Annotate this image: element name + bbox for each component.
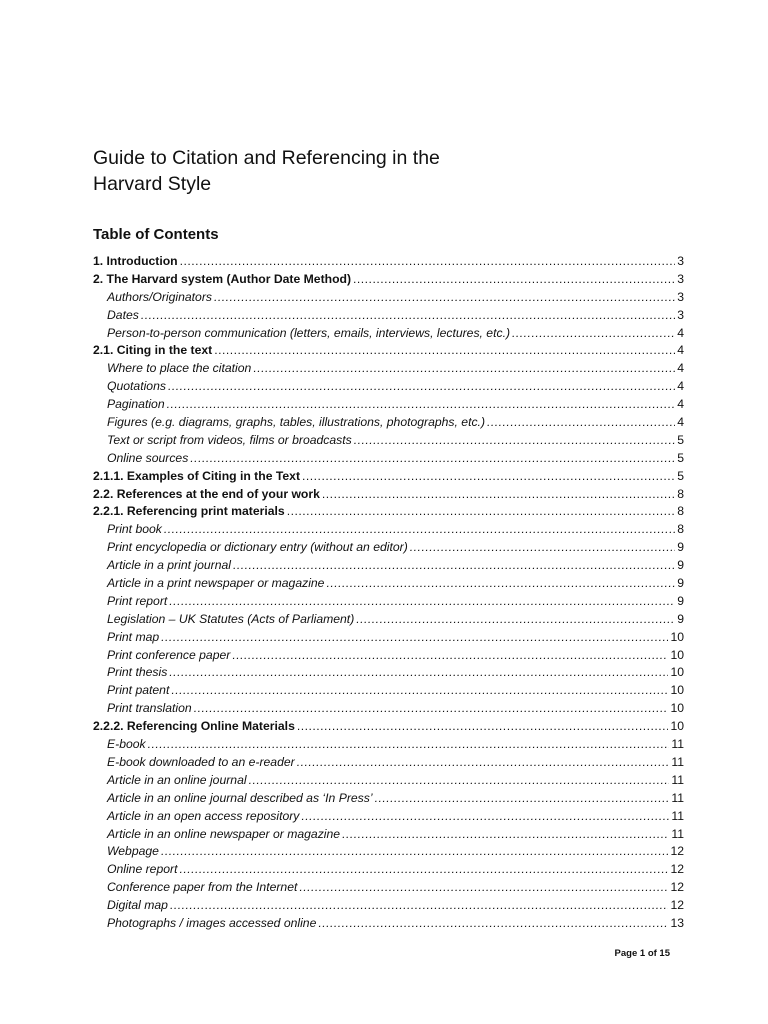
toc-entry-title: Online report: [107, 862, 178, 877]
toc-dot-leader: [214, 342, 675, 360]
toc-dot-leader: [169, 593, 675, 611]
toc-page-number: 9: [677, 611, 684, 626]
toc-entry-title: Digital map: [107, 898, 168, 913]
toc-entry[interactable]: [93, 647, 684, 665]
toc-page-number: 4: [677, 415, 684, 430]
page-number-footer: Page 1 of 15: [614, 948, 670, 959]
toc-dot-leader: [410, 539, 675, 557]
toc-page-number: 11: [671, 737, 684, 752]
toc-page-number: 3: [677, 254, 684, 268]
toc-entry-title: Article in an online journal described as ‘In Press’: [107, 790, 373, 805]
toc-page-number: 12: [670, 862, 684, 877]
toc-page-number: 5: [677, 432, 684, 447]
toc-page-number: 8: [677, 522, 684, 537]
toc-entry[interactable]: [93, 325, 684, 343]
toc-dot-leader: [179, 861, 668, 879]
toc-entry-title: 2.2.2. Referencing Online Materials: [93, 719, 295, 734]
toc-page-number: 11: [671, 790, 684, 805]
toc-dot-leader: [253, 360, 675, 378]
toc-entry[interactable]: [93, 861, 684, 879]
toc-entry-title: Print thesis: [107, 665, 168, 680]
toc-entry-title: 2.1. Citing in the text: [93, 343, 213, 358]
toc-dot-leader: [297, 718, 669, 736]
toc-page-number: 8: [677, 504, 684, 519]
toc-entry-title: Print encyclopedia or dictionary entry (without an editor): [107, 540, 408, 555]
toc-dot-leader: [148, 736, 670, 754]
toc-dot-leader: [249, 772, 670, 790]
toc-page-number: 4: [677, 361, 684, 376]
toc-entry[interactable]: [93, 342, 684, 360]
toc-page-number: 13: [670, 915, 684, 930]
toc-entry[interactable]: [93, 575, 684, 593]
toc-entry-title: 2.2.1. Referencing print materials: [93, 504, 285, 519]
toc-page-number: 10: [670, 701, 684, 716]
toc-entry[interactable]: [93, 897, 684, 915]
toc-entry-title: Authors/Originators: [107, 289, 212, 304]
toc-page-number: 4: [677, 379, 684, 394]
toc-entry[interactable]: [93, 879, 684, 897]
toc-page-number: 11: [671, 772, 684, 787]
toc-dot-leader: [171, 682, 668, 700]
toc-entry[interactable]: [93, 772, 684, 790]
toc-entry-title: Article in a print journal: [107, 558, 231, 573]
toc-entry-title: E-book downloaded to an e-reader: [107, 754, 295, 769]
toc-dot-leader: [322, 486, 675, 504]
toc-entry[interactable]: [93, 450, 684, 468]
toc-dot-leader: [512, 325, 675, 343]
toc-entry-title: Article in an online journal: [107, 772, 247, 787]
toc-page-number: 11: [671, 754, 684, 769]
toc-page-number: 10: [670, 629, 684, 644]
toc-entry[interactable]: [93, 736, 684, 754]
toc-entry[interactable]: [93, 486, 684, 504]
toc-entry-title: Figures (e.g. diagrams, graphs, tables, illustrations, photographs, etc.): [107, 415, 485, 430]
toc-entry[interactable]: [93, 826, 684, 844]
toc-page-number: 10: [670, 647, 684, 662]
toc-page-number: 9: [677, 593, 684, 608]
toc-entry-title: Article in an online newspaper or magazine: [107, 826, 341, 841]
toc-entry[interactable]: [93, 539, 684, 557]
toc-entry[interactable]: [93, 664, 684, 682]
toc-entry[interactable]: [93, 557, 684, 575]
toc-dot-leader: [141, 307, 675, 325]
toc-page-number: 12: [670, 844, 684, 859]
toc-dot-leader: [354, 432, 675, 450]
toc-entry[interactable]: [93, 611, 684, 629]
toc-entry-title: Pagination: [107, 397, 165, 412]
toc-entry[interactable]: [93, 915, 684, 933]
table-of-contents: [93, 253, 684, 933]
toc-dot-leader: [302, 468, 675, 486]
toc-page-number: 8: [677, 486, 684, 501]
document-title-line-1: Guide to Citation and Referencing in the: [93, 147, 440, 169]
toc-page-number: 10: [670, 719, 684, 734]
toc-entry-title: Legislation – UK Statutes (Acts of Parliament): [107, 611, 355, 626]
toc-entry-title: Webpage: [107, 844, 159, 859]
toc-page-number: 5: [677, 468, 684, 483]
toc-page-number: 12: [670, 898, 684, 913]
toc-entry-title: Print patent: [107, 683, 170, 698]
toc-entry[interactable]: [93, 718, 684, 736]
toc-page-number: 10: [670, 683, 684, 698]
toc-dot-leader: [194, 700, 669, 718]
toc-entry[interactable]: [93, 432, 684, 450]
toc-page-number: 11: [671, 826, 684, 841]
toc-entry[interactable]: [93, 754, 684, 772]
toc-entry[interactable]: [93, 253, 684, 271]
toc-entry[interactable]: [93, 271, 684, 289]
toc-page-number: 9: [677, 558, 684, 573]
toc-dot-leader: [169, 664, 668, 682]
toc-entry[interactable]: [93, 808, 684, 826]
toc-dot-leader: [233, 557, 675, 575]
toc-page-number: 11: [671, 808, 684, 823]
toc-page-number: 3: [677, 289, 684, 304]
toc-entry[interactable]: [93, 843, 684, 861]
toc-entry-title: Quotations: [107, 379, 166, 394]
toc-dot-leader: [318, 915, 668, 933]
toc-dot-leader: [161, 843, 668, 861]
toc-entry-title: 2. The Harvard system (Author Date Method): [93, 271, 352, 286]
toc-entry[interactable]: [93, 307, 684, 325]
toc-page-number: 9: [677, 540, 684, 555]
toc-entry-title: Online sources: [107, 450, 189, 465]
toc-entry[interactable]: [93, 700, 684, 718]
toc-entry[interactable]: [93, 378, 684, 396]
toc-dot-leader: [297, 754, 670, 772]
toc-entry[interactable]: [93, 289, 684, 307]
toc-dot-leader: [353, 271, 675, 289]
toc-dot-leader: [214, 289, 675, 307]
toc-dot-leader: [180, 253, 676, 271]
toc-dot-leader: [375, 790, 670, 808]
toc-entry-title: 1. Introduction: [93, 254, 178, 268]
toc-page-number: 3: [677, 307, 684, 322]
toc-dot-leader: [168, 378, 675, 396]
toc-page-number: 5: [677, 450, 684, 465]
toc-entry[interactable]: [93, 593, 684, 611]
toc-dot-leader: [487, 414, 675, 432]
toc-dot-leader: [232, 647, 668, 665]
document-title-line-2: Harvard Style: [93, 173, 212, 195]
toc-page-number: 3: [677, 271, 684, 286]
toc-entry-title: Print translation: [107, 701, 192, 716]
toc-dot-leader: [161, 629, 668, 647]
toc-entry-title: Conference paper from the Internet: [107, 880, 298, 895]
document-title: [93, 145, 653, 197]
toc-entry[interactable]: [93, 521, 684, 539]
toc-entry-title: Article in an open access repository: [107, 808, 300, 823]
toc-entry-title: Article in a print newspaper or magazine: [107, 576, 325, 591]
toc-entry-title: Print conference paper: [107, 647, 231, 662]
toc-entry-title: Print report: [107, 593, 168, 608]
toc-entry-title: Print book: [107, 522, 162, 537]
toc-dot-leader: [326, 575, 675, 593]
toc-entry-title: E-book: [107, 737, 146, 752]
toc-page-number: 10: [670, 665, 684, 680]
toc-entry[interactable]: [93, 790, 684, 808]
toc-dot-leader: [356, 611, 675, 629]
toc-entry[interactable]: [93, 503, 684, 521]
toc-entry[interactable]: [93, 396, 684, 414]
toc-page-number: 4: [677, 397, 684, 412]
toc-entry[interactable]: [93, 360, 684, 378]
toc-entry[interactable]: [93, 682, 684, 700]
toc-dot-leader: [301, 808, 669, 826]
toc-entry-title: 2.1.1. Examples of Citing in the Text: [93, 468, 301, 483]
toc-entry-title: 2.2. References at the end of your work: [93, 486, 320, 501]
toc-page-number: 12: [670, 880, 684, 895]
toc-dot-leader: [299, 879, 668, 897]
toc-entry-title: Photographs / images accessed online: [107, 915, 317, 930]
toc-dot-leader: [170, 897, 668, 915]
toc-heading: Table of Contents: [93, 226, 219, 243]
toc-entry-title: Text or script from videos, films or broadcasts: [107, 432, 352, 447]
toc-dot-leader: [167, 396, 676, 414]
toc-entry-title: Where to place the citation: [107, 361, 252, 376]
toc-page-number: 4: [677, 343, 684, 358]
toc-entry[interactable]: [93, 629, 684, 647]
toc-page-number: 4: [677, 325, 684, 340]
toc-entry[interactable]: [93, 468, 684, 486]
toc-dot-leader: [287, 503, 676, 521]
toc-entry-title: Person-to-person communication (letters, emails, interviews, lectures, etc.): [107, 325, 511, 340]
toc-dot-leader: [190, 450, 675, 468]
toc-entry-title: Dates: [107, 307, 139, 322]
toc-page-number: 9: [677, 576, 684, 591]
toc-entry-title: Print map: [107, 629, 160, 644]
toc-dot-leader: [164, 521, 675, 539]
toc-entry[interactable]: [93, 414, 684, 432]
toc-dot-leader: [342, 826, 669, 844]
